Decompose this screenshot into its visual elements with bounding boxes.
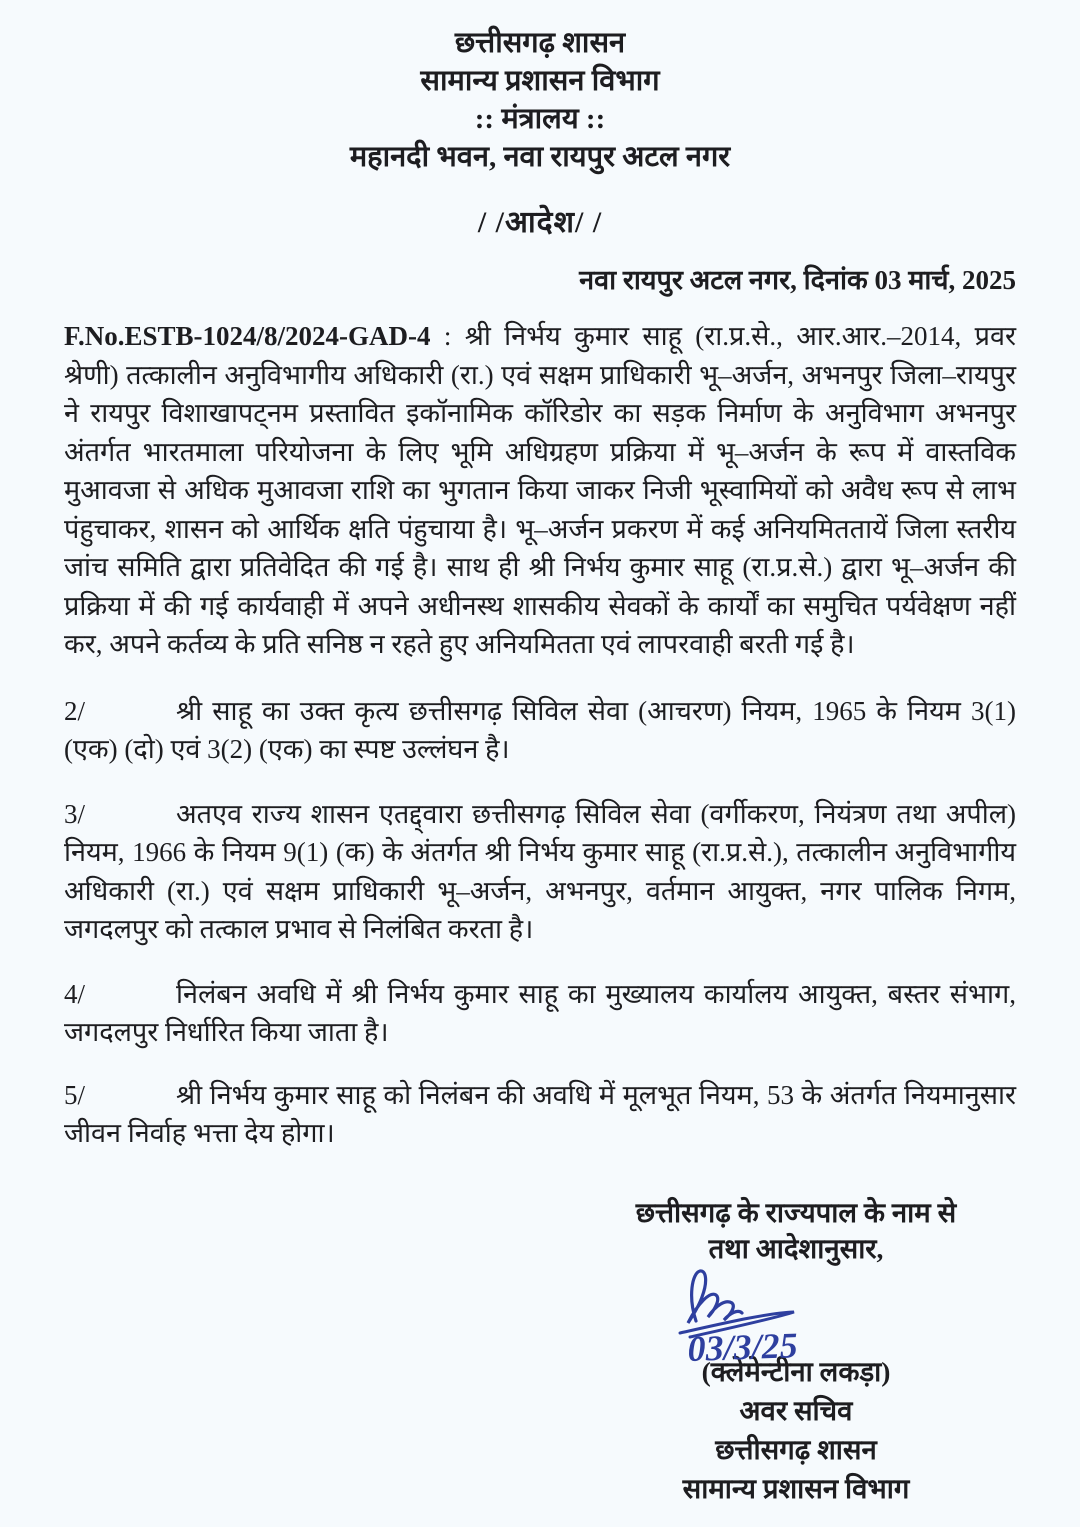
signature-scribble-icon [666,1263,926,1373]
paragraph-2-text: श्री साहू का उक्त कृत्य छत्तीसगढ़ सिविल सेवा (आचरण) नियम, 1965 के नियम 3(1) (एक) (दो) एवं 3(2) (एक) का स्पष्ट उल्लंघन है। [64,695,1016,764]
signatory-designation: अवर सचिव [739,1394,853,1426]
paragraph-4 [64,975,1016,1052]
signatory-department: सामान्य प्रशासन विभाग [682,1472,910,1504]
signatory-government: छत्तीसगढ़ शासन [715,1433,877,1465]
paragraph-5-text: श्री निर्भय कुमार साहू को निलंबन की अवधि में मूलभूत नियम, 53 के अंतर्गत नियमानुसार जीवन निर्वाह भत्ता देय होगा। [64,1079,1016,1148]
reference-separator: : [430,321,465,351]
paragraph-3 [64,795,1016,949]
address-line: महानदी भवन, नवा रायपुर अटल नगर [349,141,731,173]
file-reference-number: F.No.ESTB-1024/8/2024-GAD-4 [64,321,431,351]
paragraph-2-number: 2/ [64,695,86,726]
paragraph-3-number: 3/ [64,798,86,829]
handwritten-signature [576,1269,1016,1369]
paragraph-3-text: अतएव राज्य शासन एतद्द्वारा छत्तीसगढ़ सिविल सेवा (वर्गीकरण, नियंत्रण तथा अपील) नियम, 1966 के नियम 9(1) (क) के अंतर्गत श्री निर्भय कुमार साहू (रा.प्र.से.), तत्कालीन अनुविभागीय अधिकारी (रा.) एवं सक्षम प्राधिकारी भू–अर्जन, अभनपुर, वर्तमान आयुक्त, नगर पालिक निगम, जगदलपुर को तत्काल प्रभाव से निलंबित करता है। [64,798,1016,944]
paragraph-5 [64,1076,1016,1153]
handwritten-date: 03/3/25 [686,1324,799,1369]
signatory-name: (क्लेमेन्टीना लकड़ा) [701,1355,891,1387]
paragraph-2 [64,692,1016,769]
paragraph-1-text: श्री निर्भय कुमार साहू (रा.प्र.से., आर.आर.–2014, प्रवर श्रेणी) तत्कालीन अनुविभागीय अधिकारी (रा.) एवं सक्षम प्राधिकारी भू–अर्जन, अभनपुर जिला–रायपुर ने रायपुर विशाखापट्नम प्रस्तावित इकॉनामिक कॉरिडोर का सड़क निर्माण के अनुविभाग अभनपुर अंतर्गत भारतमाला परियोजना के लिए भूमि अधिग्रहण प्रक्रिया में भू–अर्जन के रूप में वास्तविक मुआवजा से अधिक मुआवजा राशि का भुगतान किया जाकर निजी भूस्वामियों को अवैध रूप से लाभ पंहुचाकर, शासन को आर्थिक क्षति पंहुचाया है। भू–अर्जन प्रकरण में कई अनियमिततायें जिला स्तरीय जांच समिति द्वारा प्रतिवेदित की गई है। साथ ही श्री निर्भय कुमार साहू (रा.प्र.से.) द्वारा भू–अर्जन की प्रक्रिया में की गई कार्यवाही में अपने अधीनस्थ शासकीय सेवकों के कार्यों का समुचित पर्यवेक्षण नहीं कर, अपने कर्तव्य के प्रति सनिष्ठ न रहते हुए अनियमितता एवं लापरवाही बरती गई है। [64,321,1016,659]
signing-authority-line-1: छत्तीसगढ़ के राज्यपाल के नाम से [635,1196,957,1228]
department-name: सामान्य प्रशासन विभाग [420,65,660,97]
signing-authority-line-2: तथा आदेशानुसार, [708,1232,884,1264]
paragraph-4-number: 4/ [64,978,86,1009]
paragraph-1 [64,317,1016,664]
signature-block [576,1195,1016,1509]
paragraph-5-number: 5/ [64,1079,86,1110]
paragraph-4-text: निलंबन अवधि में श्री निर्भय कुमार साहू का मुख्यालय कार्यालय आयुक्त, बस्तर संभाग, जगदलपुर निर्धारित किया जाता है। [64,978,1016,1047]
government-name: छत्तीसगढ़ शासन [454,27,626,59]
order-title: / /आदेश/ / [477,206,603,239]
letterhead [64,24,1016,176]
ministry-line: :: मंत्रालय :: [474,103,606,135]
place-date-line: नवा रायपुर अटल नगर, दिनांक 03 मार्च, 2025 [579,265,1016,295]
